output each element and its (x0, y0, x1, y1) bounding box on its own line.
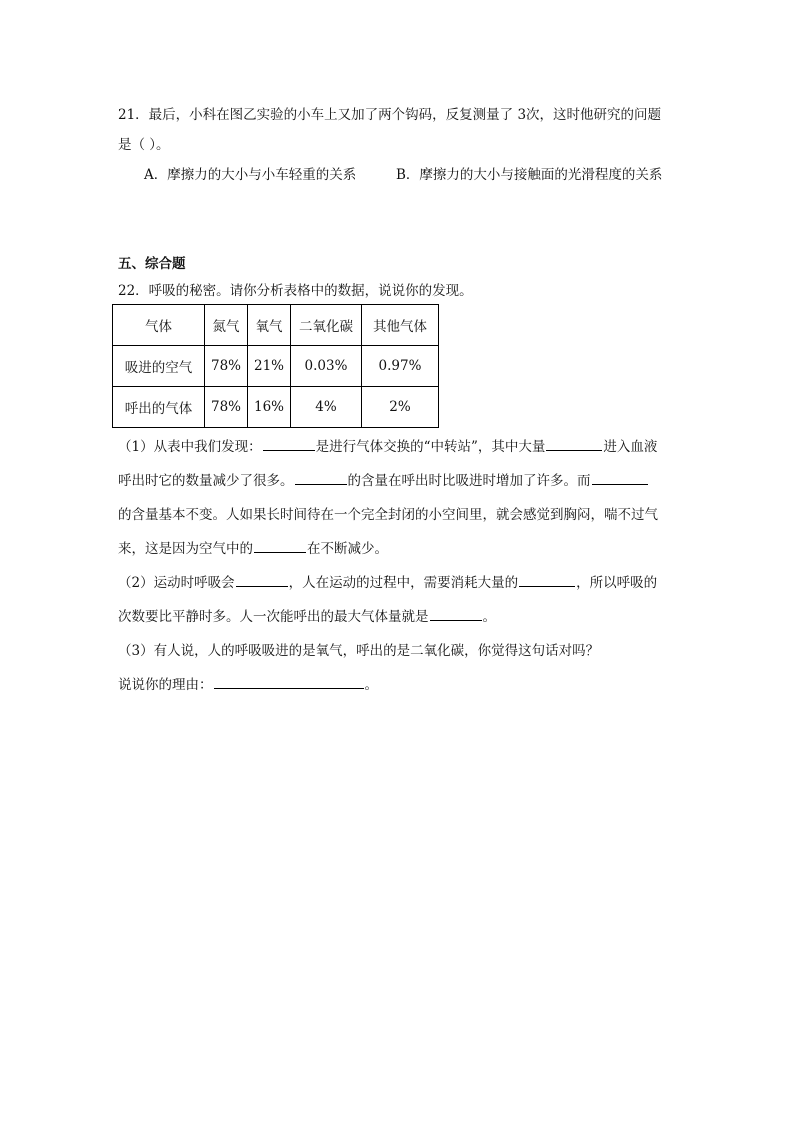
text-fragment: 。 (482, 609, 496, 625)
table-header-cell: 其他气体 (362, 305, 439, 346)
table-header-cell: 氮气 (205, 305, 248, 346)
q22-part2-line-1 (118, 566, 678, 600)
text-fragment: （2）运动时呼吸会 (118, 575, 235, 591)
answer-blank[interactable] (254, 538, 306, 553)
table-header-cell: 二氧化碳 (291, 305, 362, 346)
table-cell: 16% (248, 387, 291, 428)
table-cell: 21% (248, 346, 291, 387)
q22-part1-line-4 (118, 532, 678, 566)
text-fragment: ，人在运动的过程中，需要消耗大量的 (288, 575, 519, 591)
table-cell: 78% (205, 387, 248, 428)
text-fragment: 。 (364, 677, 378, 693)
answer-blank[interactable] (263, 436, 315, 451)
q22-part1-line-2 (118, 464, 678, 498)
table-cell: 呼出的气体 (113, 387, 205, 428)
q21-stem-line-1: 21．最后，小科在图乙实验的小车上又加了两个钩码，反复测量了 3次，这时他研究的问题 (118, 107, 662, 123)
q22-part3-line-2 (118, 668, 678, 702)
table-header-cell: 氧气 (248, 305, 291, 346)
table-cell: 78% (205, 346, 248, 387)
text-fragment: 来，这是因为空气中的 (118, 541, 253, 557)
table-cell: 0.97% (362, 346, 439, 387)
text-fragment: 在不断减少。 (307, 541, 388, 557)
text-fragment: 进入血液 (603, 439, 658, 455)
answer-blank[interactable] (592, 470, 648, 485)
answer-blank[interactable] (236, 572, 288, 587)
gas-composition-table (112, 304, 439, 428)
worksheet-page (118, 100, 678, 702)
table-cell: 2% (362, 387, 439, 428)
text-fragment: （1）从表中我们发现： (118, 439, 262, 455)
table-cell: 吸进的空气 (113, 346, 205, 387)
answer-blank[interactable] (519, 572, 575, 587)
table-header-row (113, 305, 439, 346)
q22-part2-line-2 (118, 600, 678, 634)
q22-part1-line-3: 的含量基本不变。人如果长时间待在一个完全封闭的小空间里，就会感觉到胸闷，喘不过气 (118, 507, 658, 523)
q22-intro: 22．呼吸的秘密。请你分析表格中的数据，说说你的发现。 (118, 283, 473, 299)
q22-part3-line-1: （3）有人说，人的呼吸吸进的是氧气，呼出的是二氧化碳，你觉得这句话对吗？ (118, 643, 600, 659)
text-fragment: 的含量在呼出时比吸进时增加了许多。而 (347, 473, 591, 489)
table-cell: 0.03% (291, 346, 362, 387)
q21-options (118, 160, 678, 190)
table-header-cell: 气体 (113, 305, 205, 346)
answer-blank[interactable] (430, 606, 482, 621)
answer-blank[interactable] (546, 436, 602, 451)
table-row (113, 387, 439, 428)
table-row (113, 346, 439, 387)
answer-blank[interactable] (295, 470, 347, 485)
text-fragment: 次数要比平静时多。人一次能呼出的最大气体量就是 (118, 609, 429, 625)
text-fragment: 说说你的理由： (118, 677, 213, 693)
table-cell: 4% (291, 387, 362, 428)
q21-stem-line-2: 是（ ）。 (118, 137, 170, 153)
answer-blank[interactable] (214, 674, 364, 689)
q21-option-a[interactable]: A．摩擦力的大小与小车轻重的关系 (144, 167, 357, 183)
text-fragment: ，所以呼吸的 (576, 575, 658, 591)
text-fragment: 呼出时它的数量减少了很多。 (118, 473, 294, 489)
section-title: 五、综合题 (118, 256, 186, 272)
text-fragment: 是进行气体交换的“中转站”，其中大量 (315, 439, 546, 455)
q21-option-b[interactable]: B．摩擦力的大小与接触面的光滑程度的关系 (396, 167, 663, 183)
q22-part1-line-1 (118, 430, 678, 464)
